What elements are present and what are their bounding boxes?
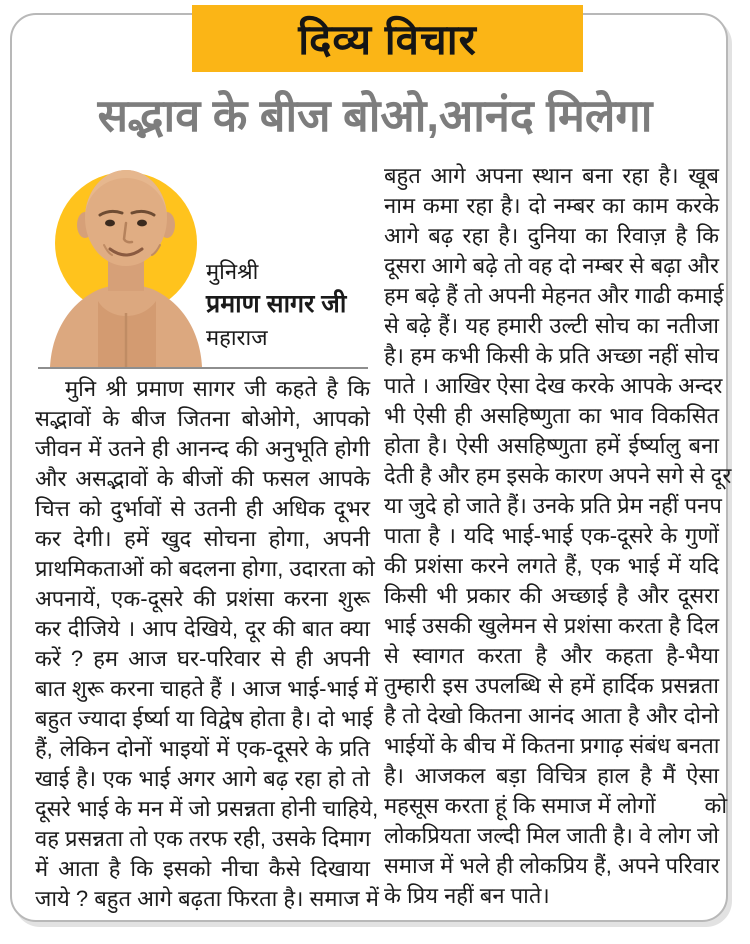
article-text-line: मुनि श्री प्रमाण सागर जी कहते है कि xyxy=(65,376,370,401)
author-caption xyxy=(206,255,368,354)
article-text-line: अपनायें, एक-दूसरे की प्रशंसा करना शुरू xyxy=(35,586,370,611)
article-text-line: तुम्हारी इस उपलब्धि से हमें हार्दिक प्रसन्नता xyxy=(384,673,719,698)
article-text-line: दूसरे भाई के मन में जो प्रसन्नता होनी चाहिये, xyxy=(35,796,379,821)
article-text-line: के प्रिय नहीं बन पाते। xyxy=(384,883,550,908)
article-text-line: करें ? हम आज घर-परिवार से ही अपनी xyxy=(35,646,370,671)
author-title: महाराज xyxy=(206,325,268,350)
author-name: प्रमाण सागर जी xyxy=(206,290,347,318)
article-text-line: है तो देखो कितना आनंद आता है और दोनो xyxy=(384,703,719,728)
article-text-line: समाज में भले ही लोकप्रिय हैं, अपने परिवार xyxy=(384,853,720,878)
article-text-line: लोकप्रियता जल्दी मिल जाती है। वे लोग जो xyxy=(384,823,719,848)
article-text-line: भाईयों के बीच में कितना प्रगाढ़ संबंध बनता xyxy=(384,733,720,758)
article-text-line: जीवन में उतने ही आनन्द की अनुभूति होगी xyxy=(35,436,370,461)
article-text-line: प्राथमिकताओं को बदलना होगा, उदारता को xyxy=(35,556,375,581)
article-text-line: पाता है । यदि भाई-भाई एक-दूसरे के गुणों xyxy=(384,523,719,548)
article-text-line: हम बढ़े हैं तो अपनी मेहनत और गाढी कमाई xyxy=(384,283,724,308)
article-text-line: भी ऐसी ही असहिष्णुता का भाव विकसित xyxy=(384,403,719,428)
article-text-line: हैं, लेकिन दोनों भाइयों में एक-दूसरे के प्रति xyxy=(35,736,370,761)
article-text-line: पाते । आखिर ऐसा देख करके आपके अन्दर xyxy=(384,373,723,398)
article-text-line: कर देगी। हमें खुद सोचना होगा, अपनी xyxy=(35,526,370,551)
article-text-line: होता है। ऐसी असहिष्णुता हमें ईर्ष्यालु बना xyxy=(384,433,719,458)
article-text-line: महसूस करता हूं कि समाज में लोगों को xyxy=(384,793,728,818)
article-text-line: कर दीजिये । आप देखिये, दूर की बात क्या xyxy=(35,616,370,641)
author-honorific: मुनिश्री xyxy=(206,259,259,284)
article-text-line: चित्त को दुर्भावों से उतनी ही अधिक दूभर xyxy=(35,496,370,521)
article-column-right xyxy=(384,161,732,911)
article-text-line: जाये ? बहुत आगे बढ़ता फिरता है। समाज में xyxy=(35,886,379,911)
article-text-line: है। आजकल बड़ा विचित्र हाल है मैं ऐसा xyxy=(384,763,719,788)
article-text-line: बात शुरू करना चाहते हैं । आज भाई-भाई में xyxy=(35,676,378,701)
article-text-line: देती है और हम इसके कारण अपने सगे से दूर xyxy=(384,463,732,488)
photo-divider-rule xyxy=(38,367,368,369)
article-text-line: या जुदे हो जाते हैं। उनके प्रति प्रेम नहीं पनप xyxy=(384,493,722,518)
article-text-line: और असद्भावों के बीजों की फसल आपके xyxy=(35,466,370,491)
article-text-line: खाई है। एक भाई अगर आगे बढ़ रहा हो तो xyxy=(35,766,370,791)
article-text-line: दूसरा आगे बढ़े तो वह दो नम्बर से बढ़ा और xyxy=(384,253,719,278)
article-text-line: है। हम कभी किसी के प्रति अच्छा नहीं सोच xyxy=(384,343,719,368)
article-text-line: बहुत ज्यादा ईर्ष्या या विद्वेष होता है। दो भाई xyxy=(35,706,373,731)
masthead-banner xyxy=(192,5,583,72)
author-photo-block xyxy=(38,163,368,367)
article-text-line: में आता है कि इसको नीचा कैसे दिखाया xyxy=(35,856,370,881)
article-text-line: से स्वागत करता है और कहता है-भैया xyxy=(384,643,719,668)
article-text-line: भाई उसकी खुलेमन से प्रशंसा करता है दिल xyxy=(384,613,719,638)
article-headline: सद्भाव के बीज बोओ,आनंद मिलेगा xyxy=(97,90,653,141)
article-text-line: से बढ़े हैं। यह हमारी उल्टी सोच का नतीजा xyxy=(384,313,719,338)
article-text-line: सद्भावों के बीज जितना बोओगे, आपको xyxy=(35,406,370,431)
article-text-line: आगे बढ़ रहा है। दुनिया का रिवाज़ है कि xyxy=(384,223,719,248)
article-column-left xyxy=(35,374,379,914)
article-text-line: की प्रशंसा करने लगते हैं, एक भाई में यदि xyxy=(384,553,719,578)
article-text-line: वह प्रसन्नता तो एक तरफ रही, उसके दिमाग xyxy=(35,826,371,851)
article-text-line: किसी भी प्रकार की अच्छाई है और दूसरा xyxy=(384,583,719,608)
masthead-title: दिव्य विचार xyxy=(298,16,477,63)
article-text-line: बहुत आगे अपना स्थान बना रहा है। खूब xyxy=(384,163,719,188)
article-text-line: नाम कमा रहा है। दो नम्बर का काम करके xyxy=(384,193,719,218)
